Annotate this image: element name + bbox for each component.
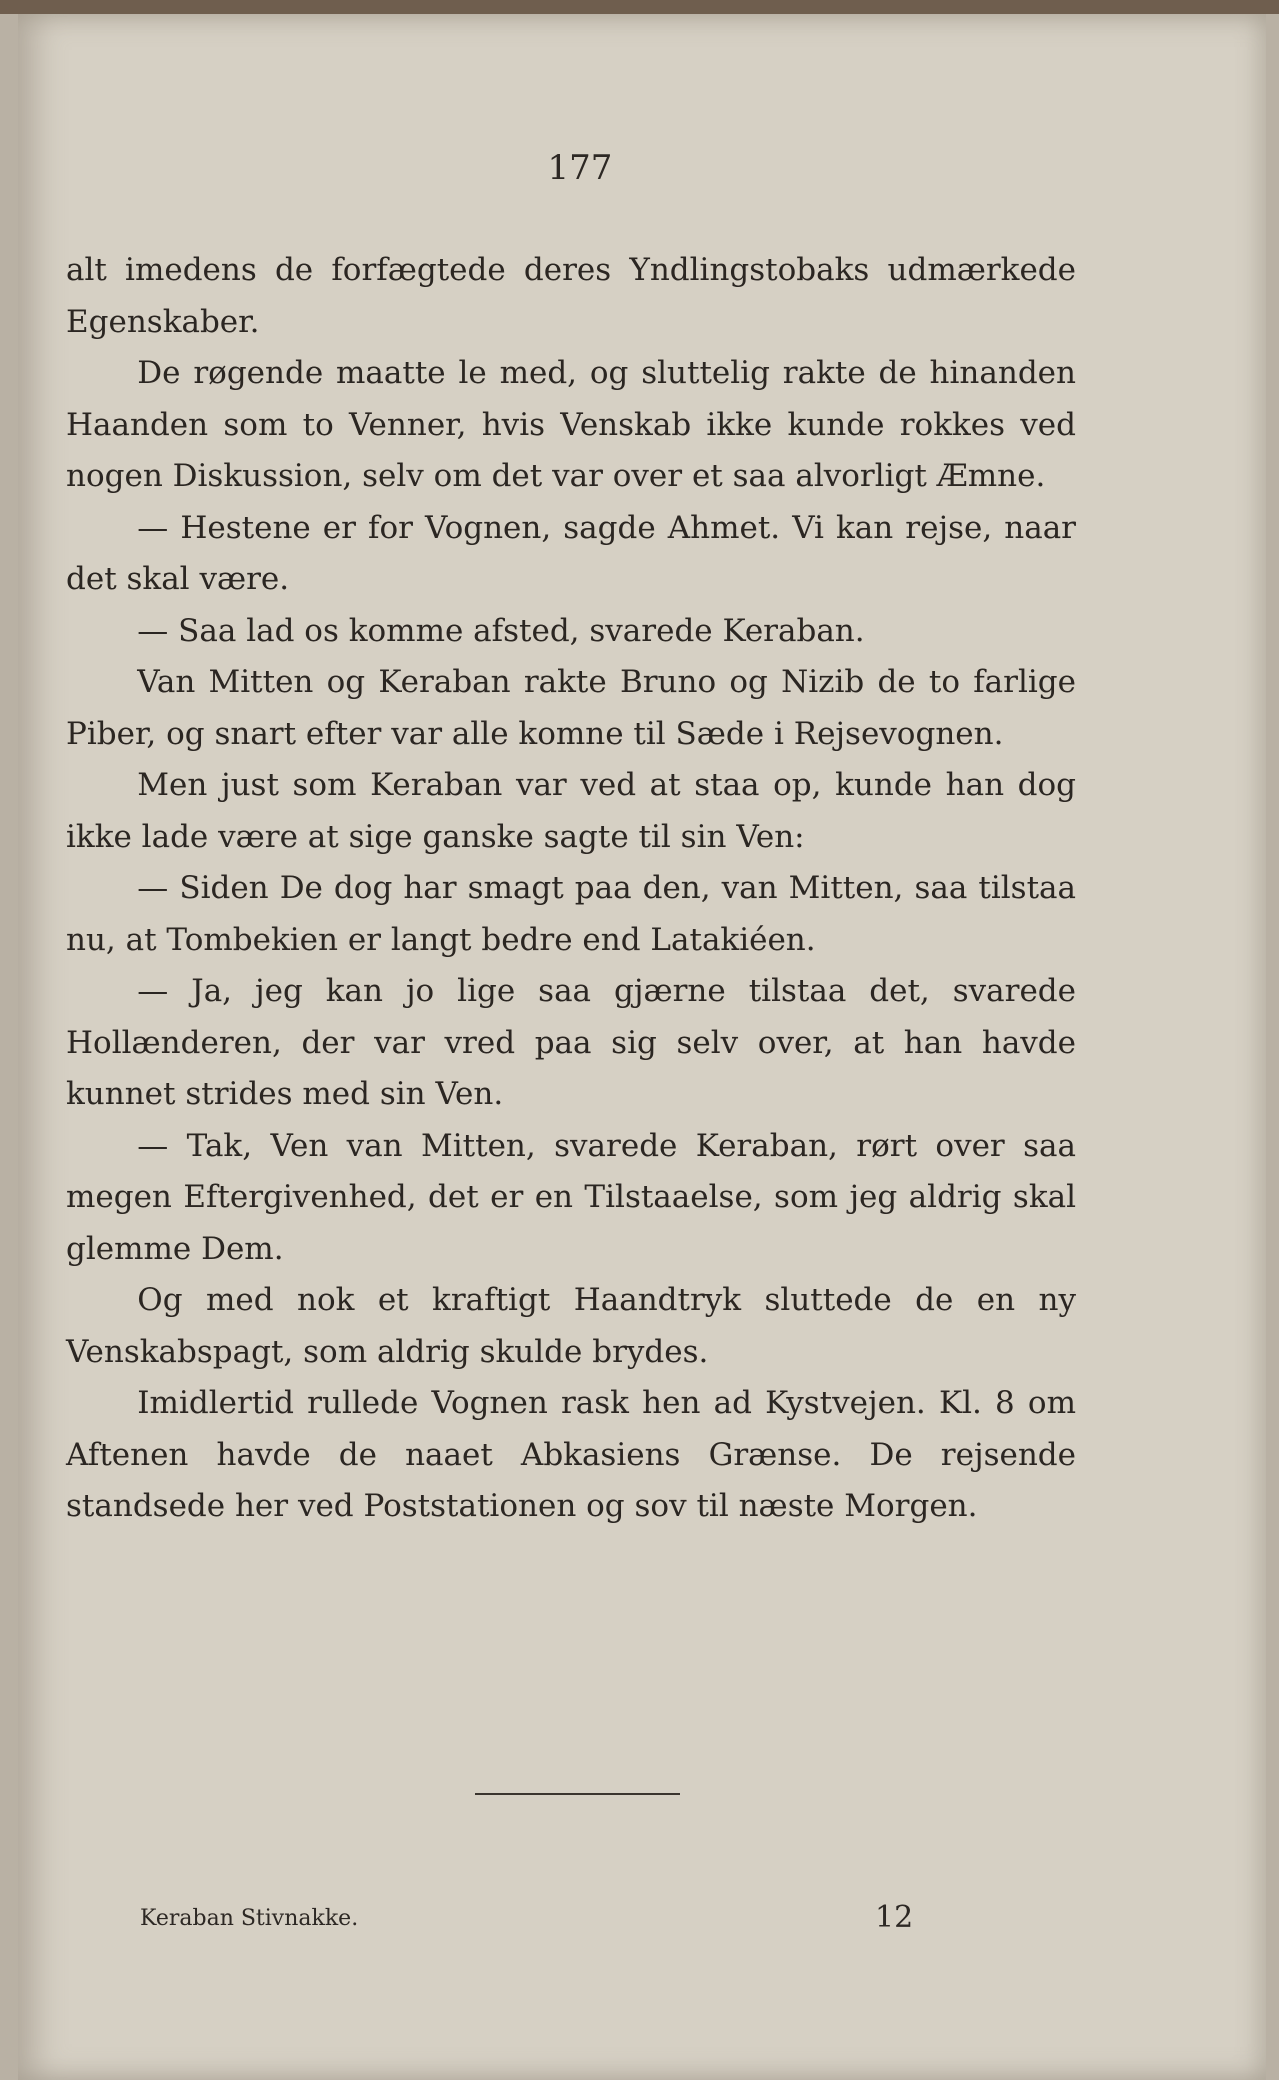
paragraph: Van Mitten og Keraban rakte Bruno og Nizib de to farlige Piber, og snart efter var alle komne til Sæde i Rejsevognen.: [66, 664, 1076, 752]
paragraph: — Saa lad os komme afsted, svarede Keraban.: [137, 612, 865, 649]
page-number: 177: [547, 148, 613, 188]
paragraph: — Tak, Ven van Mitten, svarede Keraban, rørt over saa megen Eftergivenhed, det er en Tilstaaelse, som jeg aldrig skal glemme Dem.: [66, 1127, 1076, 1267]
section-divider: [475, 1793, 680, 1795]
footer-title: Keraban Stivnakke.: [140, 1906, 359, 1931]
body-text: [66, 245, 1076, 1533]
paragraph: Men just som Keraban var ved at staa op, kunde han dog ikke lade være at sige ganske sagte til sin Ven:: [66, 767, 1076, 855]
paragraph: Og med nok et kraftigt Haandtryk sluttede de en ny Venskabspagt, som aldrig skulde brydes.: [66, 1282, 1076, 1370]
paragraph: alt imedens de forfægtede deres Yndlingstobaks udmærkede Egenskaber.: [66, 252, 1076, 340]
paragraph: — Hestene er for Vognen, sagde Ahmet. Vi kan rejse, naar det skal være.: [66, 509, 1076, 597]
book-top-edge: [0, 0, 1279, 14]
paragraph: Imidlertid rullede Vognen rask hen ad Kystvejen. Kl. 8 om Aftenen havde de naaet Abkasiens Grænse. De rejsende standsede her ved Poststationen og sov til næste Morgen.: [66, 1385, 1076, 1524]
paragraph: De røgende maatte le med, og sluttelig rakte de hinanden Haanden som to Venner, hvis Venskab ikke kunde rokkes ved nogen Diskussion, selv om det var over et saa alvorligt Æmne.: [66, 355, 1076, 494]
paragraph: — Ja, jeg kan jo lige saa gjærne tilstaa det, svarede Hollænderen, der var vred paa sig selv over, at han havde kunnet strides med sin Ven.: [66, 973, 1076, 1112]
signature-mark: 12: [875, 1900, 914, 1935]
paragraph: — Siden De dog har smagt paa den, van Mitten, saa tilstaa nu, at Tombekien er langt bedre end Latakiéen.: [66, 870, 1076, 958]
